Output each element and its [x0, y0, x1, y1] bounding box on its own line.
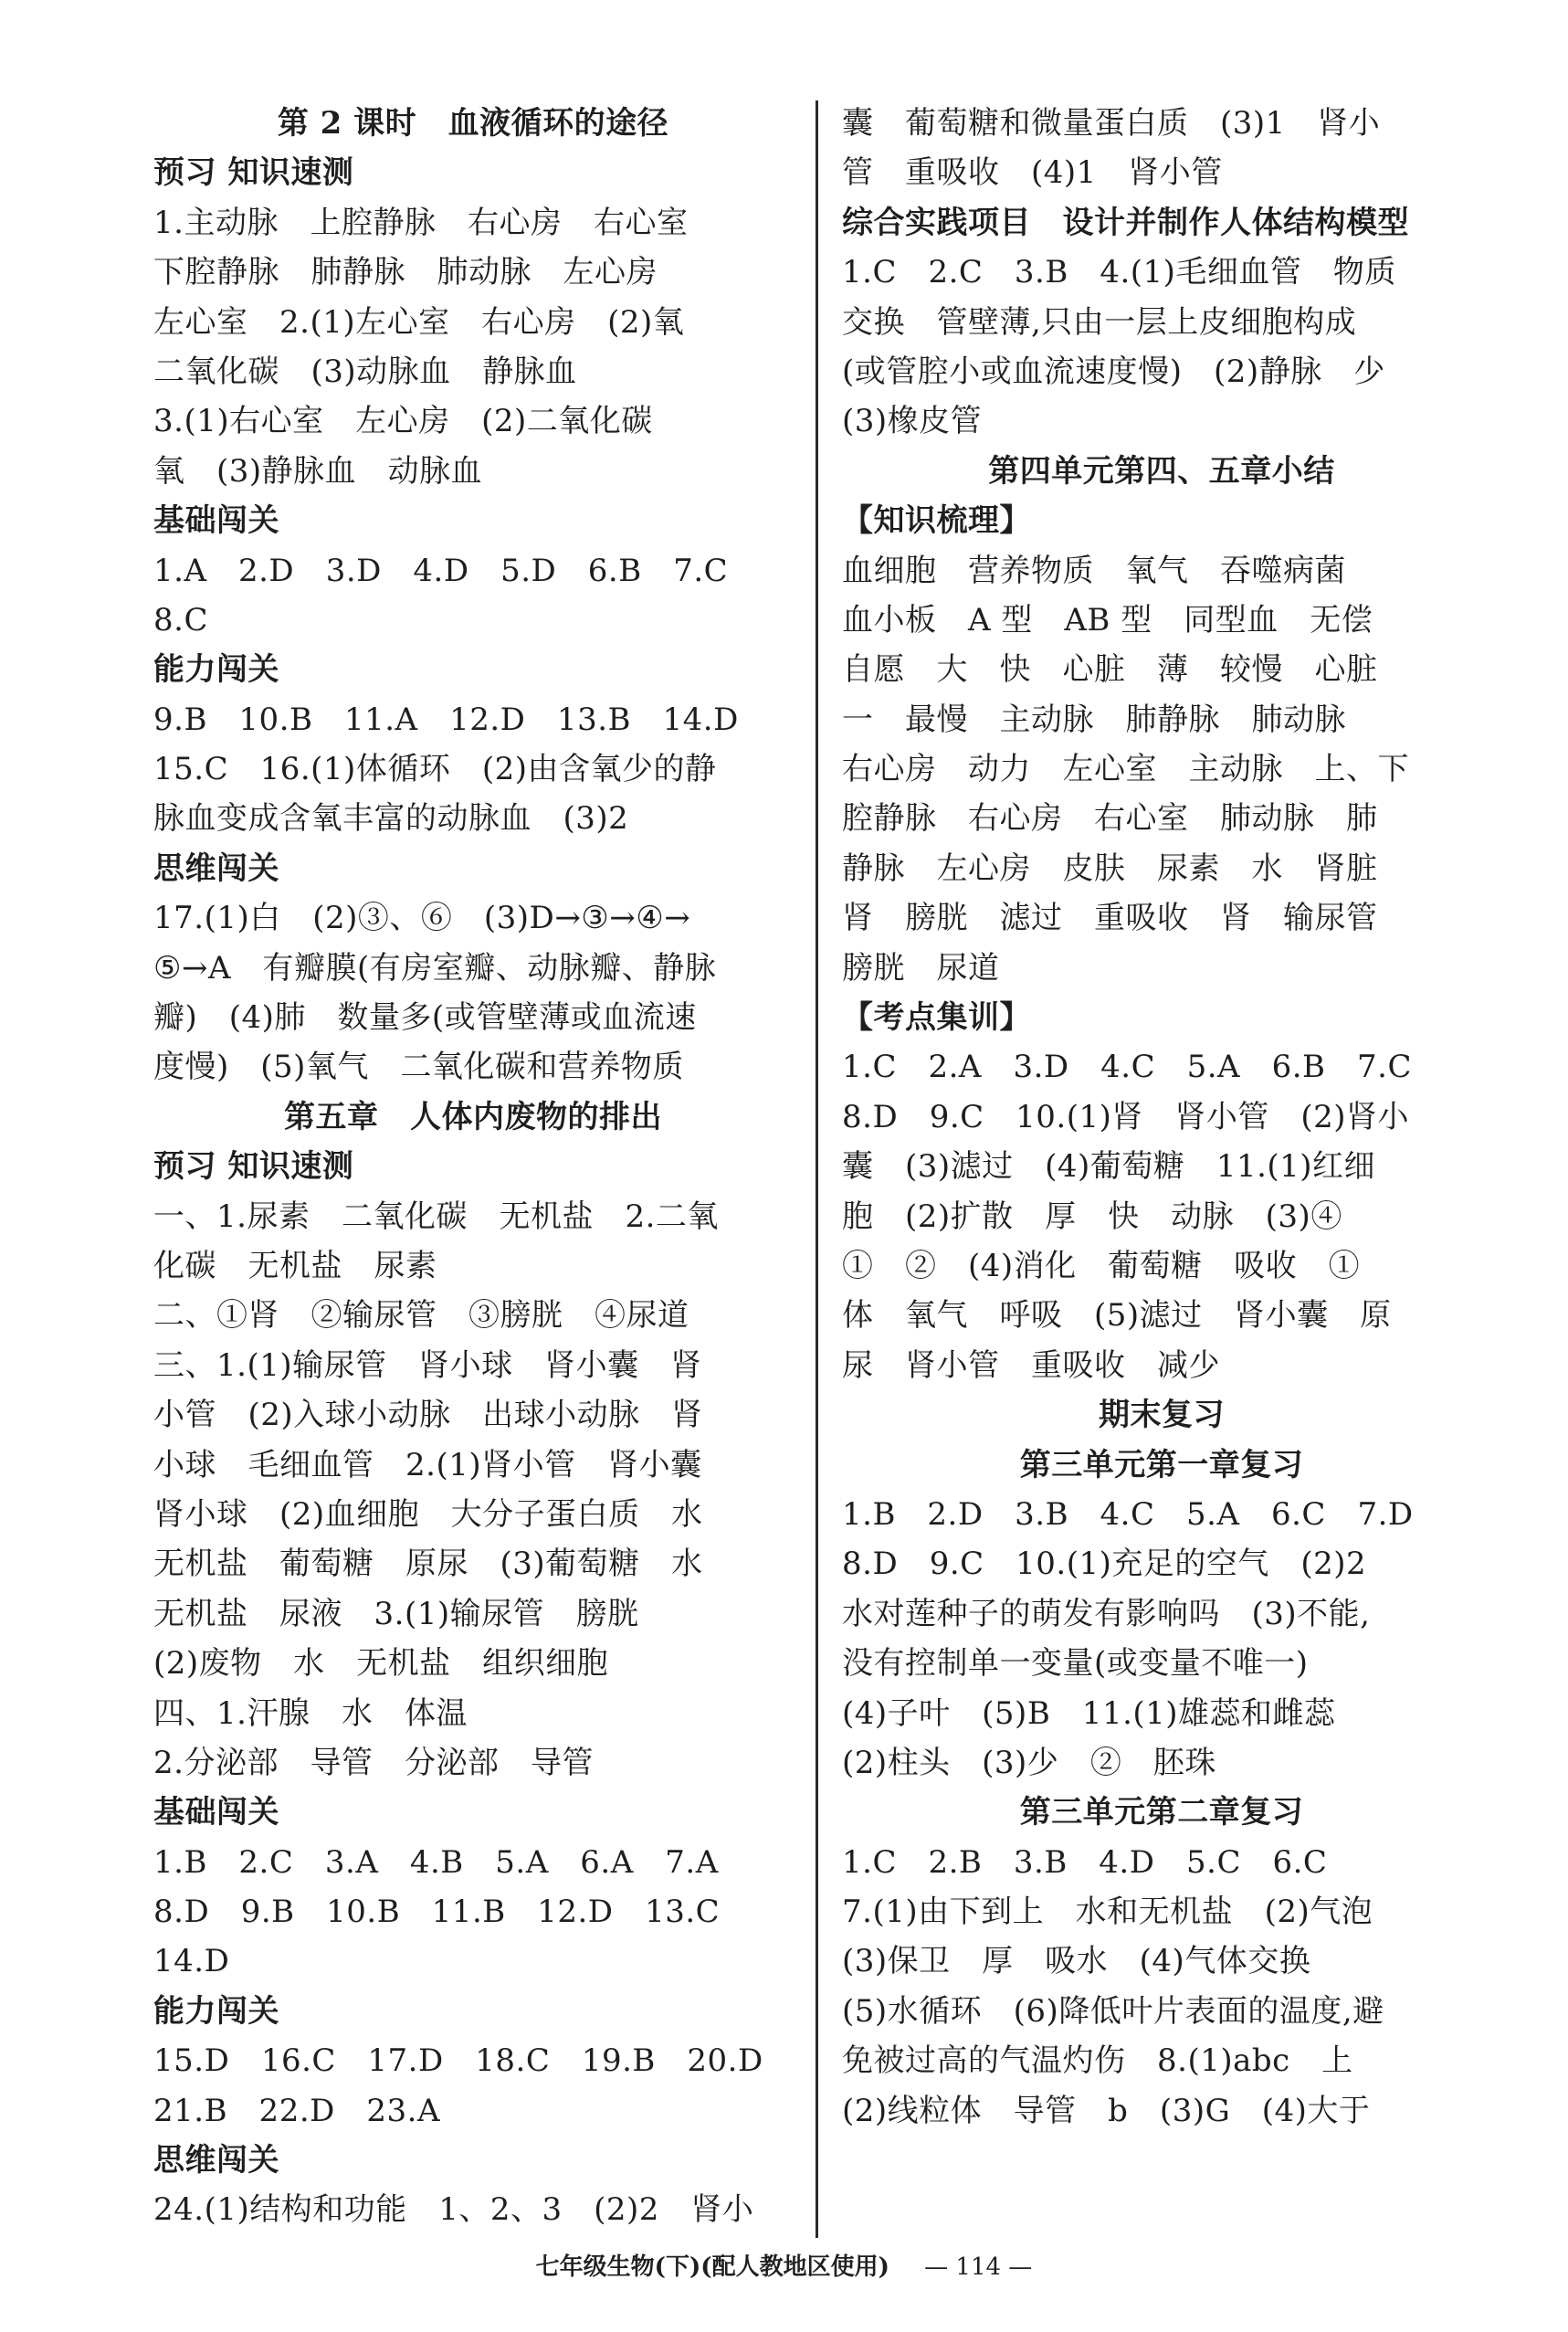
answer-line: 小球 毛细血管 2.(1)肾小管 肾小囊 [153, 1446, 702, 1483]
answer-line: 交换 管壁薄,只由一层上皮细胞构成 [842, 303, 1357, 341]
answer-line: 24.(1)结构和功能 1、2、3 (2)2 肾小 [153, 2191, 754, 2229]
answer-line: (5)水循环 (6)降低叶片表面的温度,避 [842, 1992, 1384, 2030]
answer-line: 8.D 9.C 10.(1)肾 肾小管 (2)肾小 [842, 1098, 1410, 1135]
section-title: 第五章 人体内废物的排出 [284, 1098, 662, 1135]
answer-line: ① ② (4)消化 葡萄糖 吸收 ① [842, 1247, 1361, 1284]
answer-line: 1.A 2.D 3.D 4.D 5.D 6.B 7.C [153, 552, 729, 589]
answer-line: 14.D [153, 1943, 230, 1980]
section-title: 第 2 课时 血液循环的途径 [277, 105, 669, 142]
section-heading: 【知识梳理】 [842, 502, 1031, 540]
answer-line: 肾 膀胱 滤过 重吸收 肾 输尿管 [842, 900, 1378, 937]
answer-line: 3.(1)右心室 左心房 (2)二氧化碳 [153, 403, 653, 440]
answer-line: 下腔静脉 肺静脉 肺动脉 左心房 [153, 254, 658, 291]
answer-line: 化碳 无机盐 尿素 [153, 1247, 437, 1284]
answer-line: 左心室 2.(1)左心室 右心房 (2)氧 [153, 303, 685, 341]
answer-line: (3)保卫 厚 吸水 (4)气体交换 [842, 1943, 1311, 1980]
answer-line: 囊 葡萄糖和微量蛋白质 (3)1 肾小 [842, 105, 1381, 142]
answer-line: 体 氧气 呼吸 (5)滤过 肾小囊 原 [842, 1297, 1392, 1335]
answer-line: (或管腔小或血流速度慢) (2)静脉 少 [842, 353, 1385, 390]
answer-line: 血小板 A 型 AB 型 同型血 无偿 [842, 601, 1373, 638]
answer-line: 一、1.尿素 二氧化碳 无机盐 2.二氧 [153, 1198, 719, 1235]
answer-line: 脉血变成含氧丰富的动脉血 (3)2 [153, 800, 629, 838]
section-heading: 能力闯关 [153, 1992, 279, 2030]
answer-line: 二氧化碳 (3)动脉血 静脉血 [153, 353, 577, 390]
left-column [153, 99, 793, 2235]
answer-line: 8.C [153, 601, 208, 638]
column-divider [816, 100, 818, 2238]
answer-line: 瓣) (4)肺 数量多(或管壁薄或血流速 [153, 999, 697, 1037]
section-heading: 【考点集训】 [842, 999, 1031, 1037]
answer-line: 1.C 2.B 3.B 4.D 5.C 6.C [842, 1843, 1328, 1881]
answer-line: 15.D 16.C 17.D 18.C 19.B 20.D [153, 2042, 763, 2080]
page-footer [0, 2240, 1568, 2295]
answer-line: 小管 (2)入球小动脉 出球小动脉 肾 [153, 1397, 703, 1434]
answer-line: 膀胱 尿道 [842, 949, 1000, 987]
answer-line: 静脉 左心房 皮肤 尿素 水 肾脏 [842, 849, 1378, 887]
answer-line: 水对莲种子的萌发有影响吗 (3)不能, [842, 1595, 1371, 1632]
answer-line: 17.(1)白 (2)③、⑥ (3)D→③→④→ [153, 900, 691, 937]
answer-line: 尿 肾小管 重吸收 减少 [842, 1346, 1220, 1384]
section-heading: 能力闯关 [153, 651, 279, 689]
answer-line: 1.主动脉 上腔静脉 右心房 右心室 [153, 204, 689, 241]
footer-subject: 七年级生物(下)(配人教地区使用) [535, 2253, 889, 2281]
answer-line: (3)橡皮管 [842, 403, 983, 440]
section-heading: 基础闯关 [153, 502, 279, 540]
section-title: 期末复习 [1099, 1397, 1225, 1434]
answer-line: 1.B 2.D 3.B 4.C 5.A 6.C 7.D [842, 1495, 1414, 1533]
answer-line: (2)废物 水 无机盐 组织细胞 [153, 1645, 609, 1683]
section-heading: 综合实践项目 设计并制作人体结构模型 [842, 204, 1409, 241]
answer-line: (4)子叶 (5)B 11.(1)雄蕊和雌蕊 [842, 1694, 1336, 1732]
answer-line: 右心房 动力 左心室 主动脉 上、下 [842, 751, 1409, 788]
answer-line: ⑤→A 有瓣膜(有房室瓣、动脉瓣、静脉 [153, 949, 717, 987]
answer-line: 自愿 大 快 心脏 薄 较慢 心脏 [842, 651, 1378, 689]
answer-line: 1.C 2.A 3.D 4.C 5.A 6.B 7.C [842, 1049, 1412, 1086]
answer-line: (2)线粒体 导管 b (3)G (4)大于 [842, 2092, 1371, 2129]
section-heading: 思维闯关 [153, 849, 279, 887]
answer-line: 1.C 2.C 3.B 4.(1)毛细血管 物质 [842, 254, 1396, 291]
section-title: 第四单元第四、五章小结 [988, 452, 1335, 490]
section-title: 第三单元第一章复习 [1019, 1446, 1304, 1483]
answer-line: 免被过高的气温灼伤 8.(1)abc 上 [842, 2042, 1353, 2080]
answer-line: 9.B 10.B 11.A 12.D 13.B 14.D [153, 701, 739, 738]
section-title: 第三单元第二章复习 [1019, 1794, 1304, 1831]
answer-line: 21.B 22.D 23.A [153, 2092, 441, 2129]
answer-line: (2)柱头 (3)少 ② 胚珠 [842, 1744, 1216, 1781]
answer-line: 腔静脉 右心房 右心室 肺动脉 肺 [842, 800, 1378, 838]
answer-line: 三、1.(1)输尿管 肾小球 肾小囊 肾 [153, 1346, 702, 1384]
answer-line: 血细胞 营养物质 氧气 吞噬病菌 [842, 552, 1346, 589]
answer-line: 一 最慢 主动脉 肺静脉 肺动脉 [842, 701, 1346, 738]
answer-line: 管 重吸收 (4)1 肾小管 [842, 154, 1223, 192]
answer-line: 7.(1)由下到上 水和无机盐 (2)气泡 [842, 1894, 1373, 1931]
answer-line: 胞 (2)扩散 厚 快 动脉 (3)④ [842, 1198, 1342, 1235]
answer-line: 肾小球 (2)血细胞 大分子蛋白质 水 [153, 1495, 703, 1533]
answer-line: 无机盐 葡萄糖 原尿 (3)葡萄糖 水 [153, 1546, 703, 1583]
answer-line: 无机盐 尿液 3.(1)输尿管 膀胱 [153, 1595, 639, 1632]
section-heading: 基础闯关 [153, 1794, 279, 1831]
answer-line: 8.D 9.C 10.(1)充足的空气 (2)2 [842, 1546, 1367, 1583]
answer-line: 度慢) (5)氧气 二氧化碳和营养物质 [153, 1049, 684, 1086]
right-column [842, 99, 1481, 2136]
answer-line: 1.B 2.C 3.A 4.B 5.A 6.A 7.A [153, 1843, 719, 1881]
section-heading: 预习 知识速测 [153, 154, 354, 192]
section-heading: 思维闯关 [153, 2142, 279, 2179]
answer-line: 氧 (3)静脉血 动脉血 [153, 452, 483, 490]
answer-line: 囊 (3)滤过 (4)葡萄糖 11.(1)红细 [842, 1148, 1376, 1186]
answer-line: 2.分泌部 导管 分泌部 导管 [153, 1744, 594, 1781]
section-heading: 预习 知识速测 [153, 1148, 354, 1186]
page-number: — 114 — [924, 2253, 1033, 2281]
answer-line: 二、①肾 ②输尿管 ③膀胱 ④尿道 [153, 1297, 689, 1335]
answer-line: 15.C 16.(1)体循环 (2)由含氧少的静 [153, 751, 717, 788]
answer-line: 8.D 9.B 10.B 11.B 12.D 13.C [153, 1894, 721, 1931]
answer-line: 没有控制单一变量(或变量不唯一) [842, 1645, 1309, 1683]
answer-line: 四、1.汗腺 水 体温 [153, 1694, 468, 1732]
